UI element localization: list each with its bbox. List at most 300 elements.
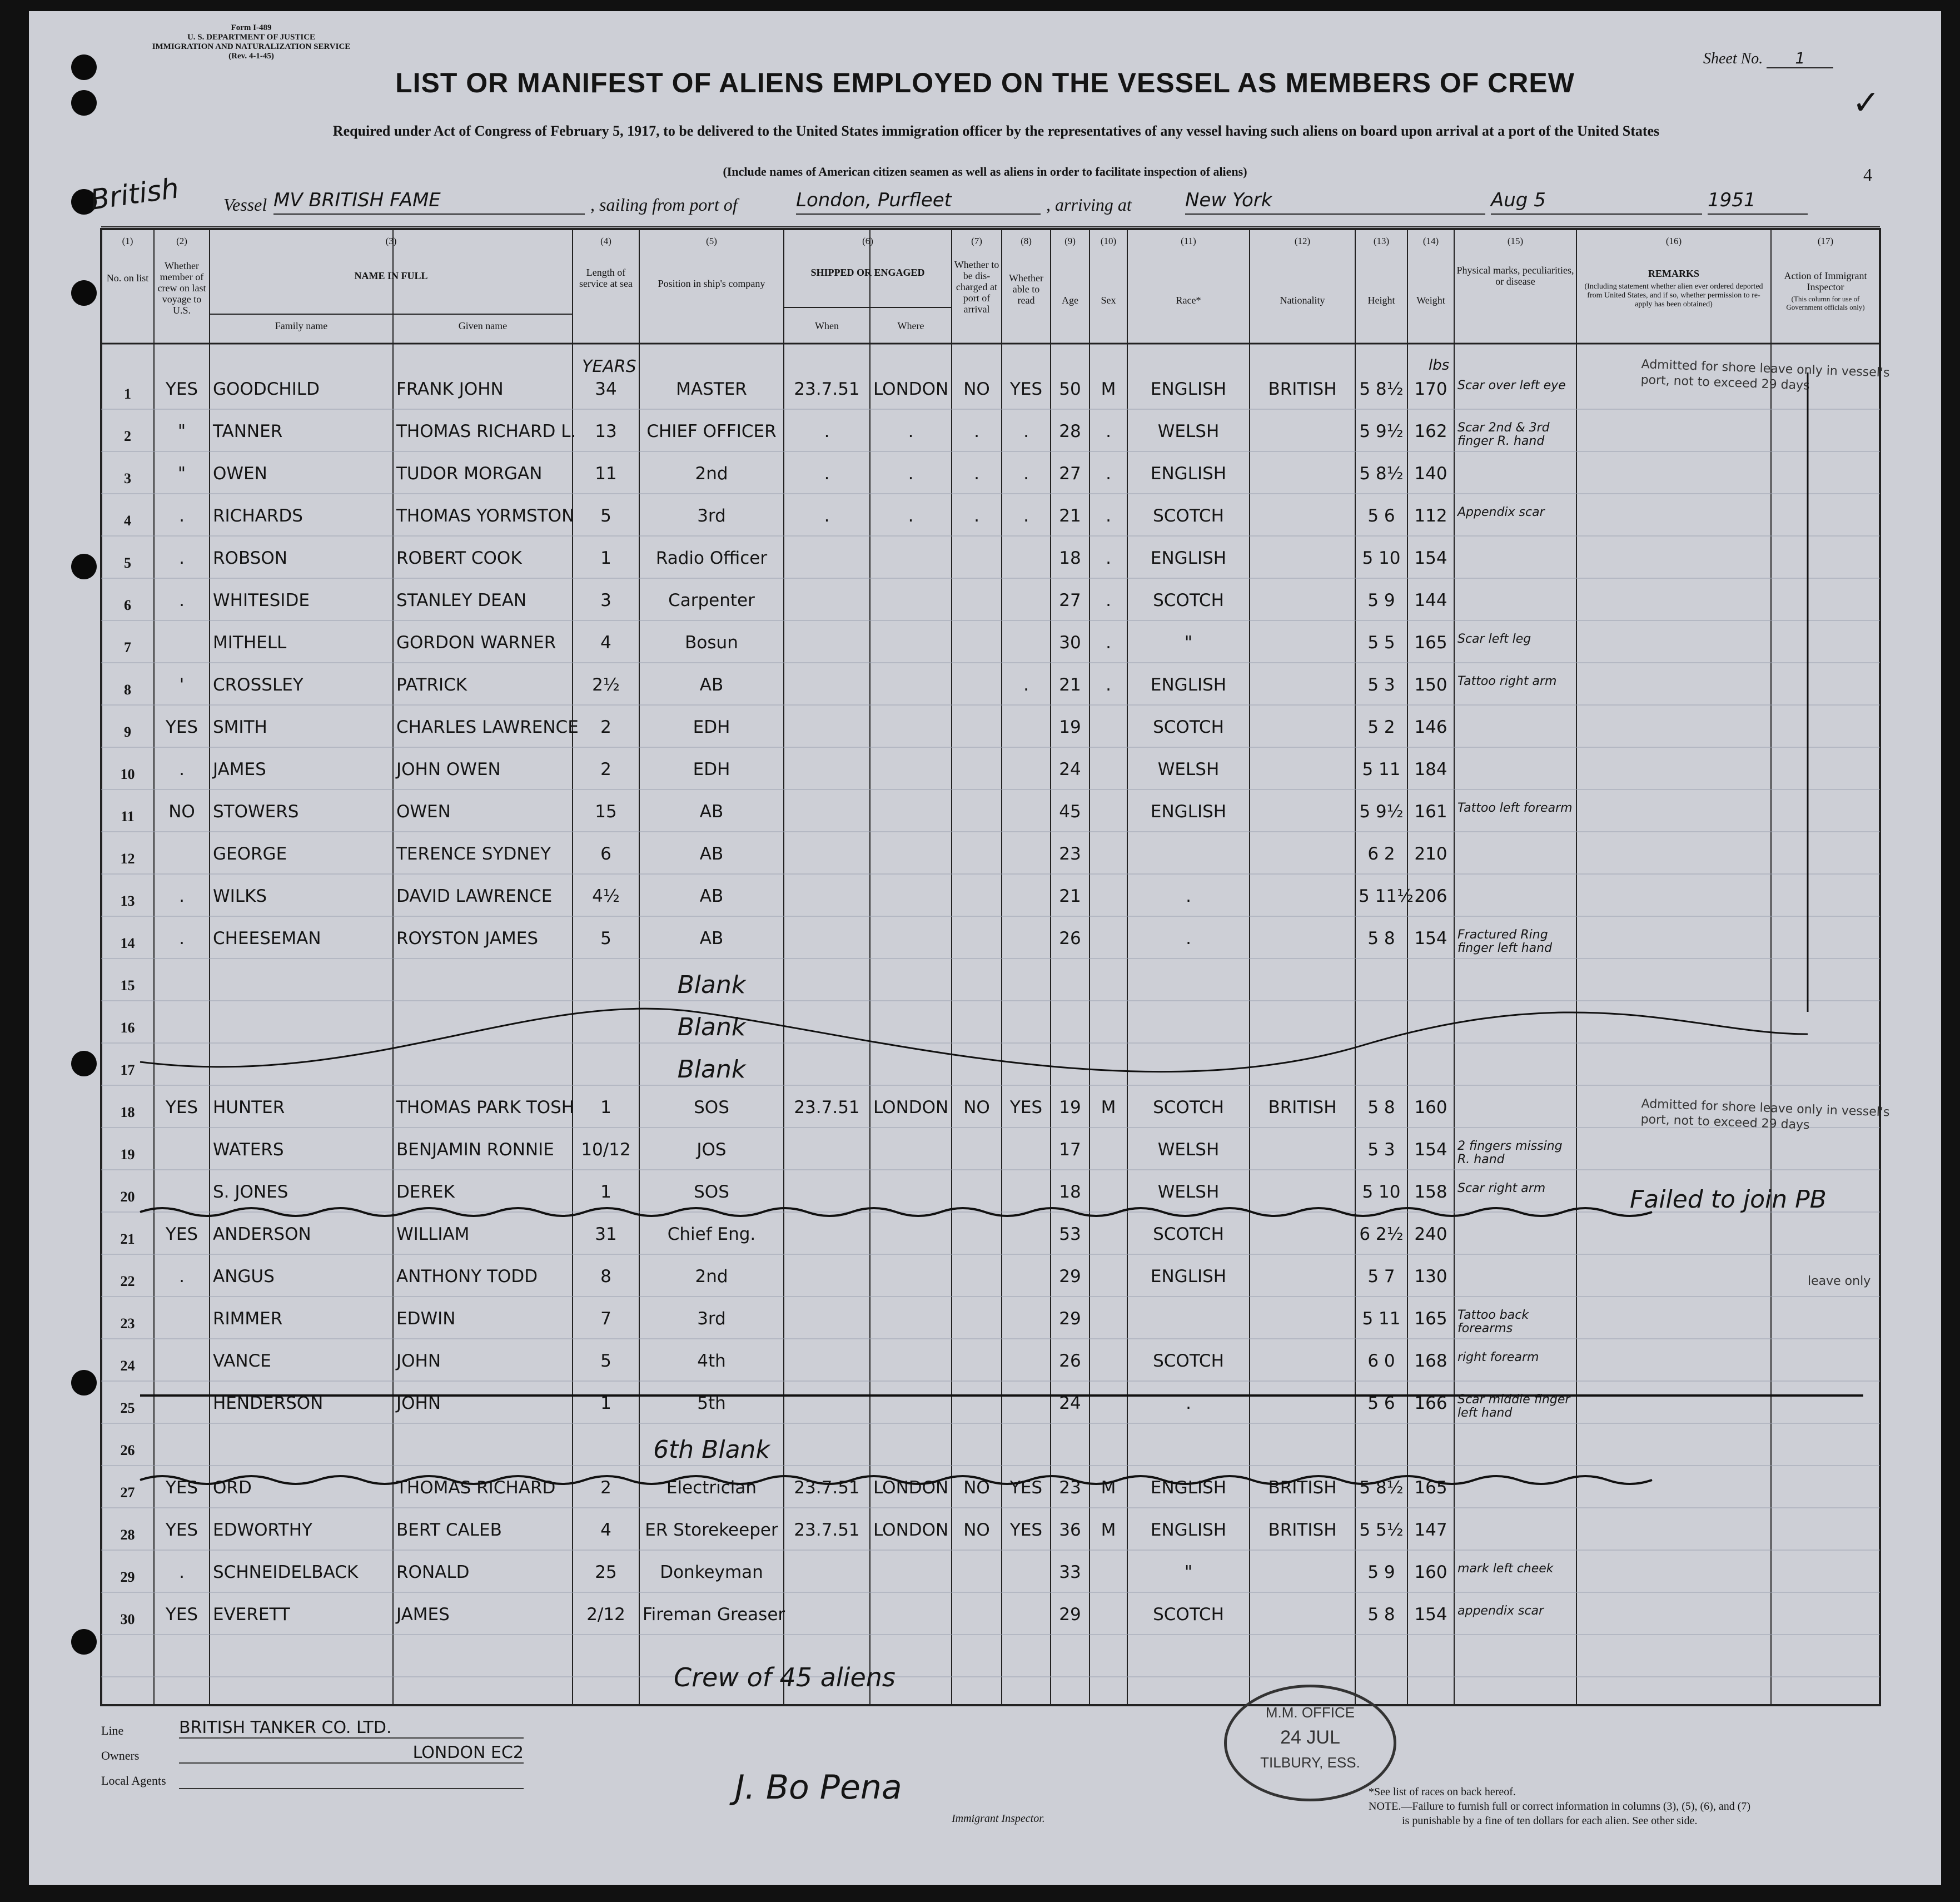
- cell-pos: 3rd: [697, 1309, 726, 1329]
- cell-svc: 8: [600, 1267, 611, 1287]
- cell-svc: 31: [595, 1224, 617, 1244]
- cell-age: 21: [1059, 886, 1081, 906]
- cell-age: 18: [1059, 548, 1081, 568]
- header-action: Action of Immigrant Inspector: [1784, 270, 1867, 292]
- header-age: Age: [1062, 295, 1078, 306]
- cell-ht: 5 8½: [1359, 464, 1404, 484]
- cell-dis: NO: [963, 379, 990, 399]
- cell-age: 18: [1059, 1182, 1081, 1202]
- header-no-on-list: No. on list: [106, 272, 149, 284]
- cell-n: 1: [124, 386, 131, 402]
- cell-n: 19: [120, 1146, 135, 1163]
- cell-last: .: [179, 1267, 185, 1287]
- cell-race: ENGLISH: [1150, 802, 1227, 822]
- cell-svc: 7: [600, 1309, 611, 1329]
- page-title: LIST OR MANIFEST OF ALIENS EMPLOYED ON THE VESSEL AS MEMBERS OF CREW: [395, 67, 1575, 98]
- owners-field: LONDON EC2: [179, 1743, 524, 1764]
- cell-age: 29: [1059, 1267, 1081, 1287]
- cell-given: WILLIAM: [396, 1224, 470, 1244]
- cell-n: 27: [120, 1484, 135, 1501]
- cell-svc: 10/12: [581, 1140, 631, 1160]
- cell-ht: 5 8½: [1359, 1478, 1404, 1498]
- office-stamp: M.M. OFFICE 24 JUL TILBURY, ESS.: [1224, 1685, 1396, 1801]
- cell-phys: Scar right arm: [1457, 1181, 1546, 1195]
- cell-age: 45: [1059, 802, 1081, 822]
- cell-pos: 5th: [697, 1393, 726, 1413]
- header-name-in-full: NAME IN FULL: [354, 270, 428, 281]
- cell-given: PATRICK: [396, 675, 467, 695]
- column-number: (6): [862, 236, 873, 246]
- cell-pos: SOS: [694, 1182, 729, 1202]
- cell-wt: 130: [1414, 1267, 1447, 1287]
- cell-race: ENGLISH: [1150, 464, 1227, 484]
- cell-wt: 166: [1414, 1393, 1447, 1413]
- cell-family: RICHARDS: [213, 506, 303, 526]
- cell-ht: 5 11: [1362, 1309, 1401, 1329]
- cell-last: YES: [165, 1605, 198, 1625]
- cell-sex: .: [1106, 633, 1111, 653]
- cell-race: ENGLISH: [1150, 548, 1227, 568]
- column-number: (12): [1294, 236, 1311, 246]
- cell-pos: 4th: [697, 1351, 726, 1371]
- cell-given: ROYSTON JAMES: [396, 928, 539, 948]
- cell-svc: 2: [600, 717, 611, 737]
- cell-wt: 146: [1414, 717, 1447, 737]
- cell-where: LONDON: [873, 1520, 949, 1540]
- cell-race: WELSH: [1157, 1140, 1220, 1160]
- column-number: (5): [706, 236, 717, 246]
- cell-read: YES: [1009, 1478, 1043, 1498]
- cell-sex: M: [1101, 1478, 1116, 1498]
- cell-ht: 5 3: [1367, 1140, 1395, 1160]
- cell-n: 15: [120, 977, 135, 994]
- cell-given: BENJAMIN RONNIE: [396, 1140, 554, 1160]
- cell-svc: 25: [595, 1562, 617, 1582]
- cell-wt: 154: [1414, 1140, 1447, 1160]
- cell-race: .: [1186, 928, 1191, 948]
- cell-n: 5: [124, 555, 131, 571]
- cell-race: SCOTCH: [1153, 590, 1224, 610]
- cell-family: RIMMER: [213, 1309, 283, 1329]
- cell-n: 25: [120, 1400, 135, 1416]
- cell-n: 16: [120, 1020, 135, 1036]
- cell-age: 24: [1059, 1393, 1081, 1413]
- cell-given: BERT CALEB: [396, 1520, 502, 1540]
- cell-svc: 3: [600, 590, 611, 610]
- cell-wt: 160: [1414, 1562, 1447, 1582]
- column-number: (4): [600, 236, 611, 246]
- remark-row-20: Failed to join PB: [1630, 1185, 1827, 1214]
- header-position: Position in ship's company: [658, 278, 765, 289]
- cell-svc: 1: [600, 1098, 611, 1118]
- cell-race: WELSH: [1157, 1182, 1220, 1202]
- cell-svc: 5: [600, 1351, 611, 1371]
- cell-where: LONDON: [873, 1478, 949, 1498]
- cell-phys: Tattoo left forearm: [1457, 801, 1573, 815]
- cell-n: 14: [120, 935, 135, 951]
- cell-n: 20: [120, 1189, 135, 1205]
- cell-last: YES: [165, 1478, 198, 1498]
- cell-family: GOODCHILD: [213, 379, 320, 399]
- cell-svc: 6: [600, 844, 611, 864]
- cell-phys: appendix scar: [1457, 1604, 1544, 1618]
- cell-phys: Appendix scar: [1457, 505, 1545, 519]
- cell-age: 29: [1059, 1605, 1081, 1625]
- cell-n: 17: [120, 1062, 135, 1078]
- header-race: Race*: [1176, 295, 1201, 306]
- cell-family: OWEN: [213, 464, 267, 484]
- cell-n: 2: [124, 428, 131, 444]
- cell-race: SCOTCH: [1153, 1224, 1224, 1244]
- cell-ht: 5 6: [1367, 506, 1395, 526]
- cell-read: .: [1023, 675, 1029, 695]
- cell-read: .: [1023, 421, 1029, 441]
- cell-given: OWEN: [396, 802, 451, 822]
- cell-when: 23.7.51: [794, 1478, 860, 1498]
- cell-when: 23.7.51: [794, 379, 860, 399]
- cell-given: JOHN: [396, 1351, 441, 1371]
- corner-page-number: 4: [1863, 165, 1872, 185]
- cell-given: TUDOR MORGAN: [396, 464, 543, 484]
- cell-phys: Scar left leg: [1457, 632, 1531, 646]
- line-field: BRITISH TANKER CO. LTD.: [179, 1718, 524, 1739]
- cell-wt: 140: [1414, 464, 1447, 484]
- cell-svc: 1: [600, 1393, 611, 1413]
- cell-age: 27: [1059, 590, 1081, 610]
- cell-family: EDWORTHY: [213, 1520, 312, 1540]
- cell-when: .: [824, 421, 830, 441]
- cell-svc: 1: [600, 1182, 611, 1202]
- cell-n: 12: [120, 851, 135, 867]
- column-number: (10): [1100, 236, 1117, 246]
- cell-sex: .: [1106, 548, 1111, 568]
- cell-race: .: [1186, 1393, 1191, 1413]
- header-weight: Weight: [1416, 295, 1445, 306]
- cell-wt: 170: [1414, 379, 1447, 399]
- cell-race: ENGLISH: [1150, 379, 1227, 399]
- cell-svc: 11: [595, 464, 617, 484]
- cell-wt: 147: [1414, 1520, 1447, 1540]
- cell-age: 30: [1059, 633, 1081, 653]
- cell-dis: NO: [963, 1098, 990, 1118]
- header-given-name: Given name: [458, 320, 508, 331]
- cell-svc: 2/12: [586, 1605, 625, 1625]
- cell-pos: JOS: [697, 1140, 727, 1160]
- cell-family: ANGUS: [213, 1267, 275, 1287]
- cell-race: SCOTCH: [1153, 506, 1224, 526]
- cell-age: 53: [1059, 1224, 1081, 1244]
- cell-given: GORDON WARNER: [396, 633, 556, 653]
- cell-last: .: [179, 506, 185, 526]
- header-height: Height: [1367, 295, 1395, 306]
- cell-pos: Radio Officer: [655, 548, 768, 568]
- cell-where: LONDON: [873, 1098, 949, 1118]
- cell-family: S. JONES: [213, 1182, 288, 1202]
- cell-last: .: [179, 886, 185, 906]
- cell-read: .: [1023, 464, 1029, 484]
- cell-given: JOHN OWEN: [396, 759, 501, 779]
- cell-last: ': [179, 675, 185, 695]
- cell-last: YES: [165, 1098, 198, 1118]
- cell-pos: EDH: [693, 717, 730, 737]
- cell-age: 26: [1059, 1351, 1081, 1371]
- cell-wt: 165: [1414, 633, 1447, 653]
- cell-wt: 165: [1414, 1478, 1447, 1498]
- cell-n: 7: [124, 639, 131, 655]
- vessel-name-field: MV BRITISH FAME: [273, 189, 585, 215]
- cell-family: JAMES: [213, 759, 266, 779]
- column-number: (15): [1507, 236, 1524, 246]
- cell-ht: 5 7: [1367, 1267, 1395, 1287]
- cell-pos: AB: [699, 886, 724, 906]
- crew-total: Crew of 45 aliens: [674, 1662, 896, 1692]
- column-number: (8): [1021, 236, 1032, 246]
- cell-family: HENDERSON: [213, 1393, 324, 1413]
- cell-race: ENGLISH: [1150, 675, 1227, 695]
- cell-age: 23: [1059, 844, 1081, 864]
- cell-dis: NO: [963, 1520, 990, 1540]
- cell-svc: 4: [600, 633, 611, 653]
- local-agents-label: Local Agents: [101, 1774, 166, 1787]
- cell-last: YES: [165, 379, 198, 399]
- cell-wt: 154: [1414, 548, 1447, 568]
- cell-pos: Bosun: [685, 633, 738, 653]
- cell-sex: .: [1106, 675, 1111, 695]
- cell-svc: 2½: [592, 675, 620, 695]
- cell-race: SCOTCH: [1153, 1098, 1224, 1118]
- cell-family: WHITESIDE: [213, 590, 310, 610]
- cell-ht: 6 2½: [1359, 1224, 1404, 1244]
- margin-note: British: [88, 172, 181, 216]
- column-number: (2): [176, 236, 187, 246]
- cell-read: YES: [1009, 1520, 1043, 1540]
- header-remarks: REMARKS: [1648, 268, 1699, 279]
- cell-wt: 154: [1414, 1605, 1447, 1625]
- cell-race: ENGLISH: [1150, 1267, 1227, 1287]
- cell-n: 21: [120, 1231, 135, 1247]
- cell-wt: 240: [1414, 1224, 1447, 1244]
- cell-sex: M: [1101, 1098, 1116, 1118]
- cell-ht: 5 8½: [1359, 379, 1404, 399]
- cell-svc: 4: [600, 1520, 611, 1540]
- cell-when: .: [824, 506, 830, 526]
- column-number: (1): [122, 236, 133, 246]
- cell-race: ": [1184, 1562, 1193, 1582]
- cell-wt: 210: [1414, 844, 1447, 864]
- line-label: Line: [101, 1724, 124, 1737]
- header-able-read: Whether able to read: [1009, 272, 1043, 306]
- cell-ht: 5 9½: [1359, 802, 1404, 822]
- cell-ht: 5 8: [1367, 928, 1395, 948]
- cell-age: 19: [1059, 717, 1081, 737]
- cell-age: 17: [1059, 1140, 1081, 1160]
- column-number: (11): [1181, 236, 1196, 246]
- header-sex: Sex: [1101, 295, 1116, 306]
- cell-n: 3: [124, 470, 131, 486]
- cell-pos: 3rd: [697, 506, 726, 526]
- cell-n: 29: [120, 1569, 135, 1585]
- cell-ht: 5 5: [1367, 633, 1395, 653]
- cell-last: .: [179, 928, 185, 948]
- cell-nat: BRITISH: [1268, 1478, 1337, 1498]
- owners-label: Owners: [101, 1749, 140, 1762]
- header-family-name: Family name: [275, 320, 328, 331]
- cell-last: YES: [165, 1224, 198, 1244]
- cell-pos: MASTER: [676, 379, 747, 399]
- vessel-label: Vessel: [223, 195, 267, 215]
- cell-n: 18: [120, 1104, 135, 1120]
- cell-sex: .: [1106, 421, 1111, 441]
- cell-ht: 5 11: [1362, 759, 1401, 779]
- cell-wt: 206: [1414, 886, 1447, 906]
- cell-sex: .: [1106, 590, 1111, 610]
- cell-family: WILKS: [213, 886, 267, 906]
- cell-family: STOWERS: [213, 802, 299, 822]
- cell-pos: ER Storekeeper: [645, 1520, 778, 1540]
- cell-given: RONALD: [396, 1562, 470, 1582]
- cell-where: .: [908, 464, 914, 484]
- cell-last: .: [179, 759, 185, 779]
- cell-phys: Scar 2nd & 3rd finger R. hand: [1457, 421, 1550, 448]
- cell-svc: 1: [600, 548, 611, 568]
- cell-given: THOMAS YORMSTON: [396, 506, 575, 526]
- cell-last: YES: [165, 1520, 198, 1540]
- cell-given: STANLEY DEAN: [396, 590, 527, 610]
- remark-row-18: Admitted for shore leave only in vessel's port, not to exceed 29 days: [1640, 1096, 1890, 1133]
- cell-svc: 34: [595, 379, 617, 399]
- cell-wt: 144: [1414, 590, 1447, 610]
- check-mark: ✓: [1852, 83, 1881, 122]
- cell-n: 28: [120, 1527, 135, 1543]
- cell-family: ANDERSON: [213, 1224, 311, 1244]
- header-remarks-sub: (Including statement whether alien ever ordered deported from United States, and if so, whether permission to re-apply has been obtained): [1584, 282, 1763, 309]
- cell-phys: Scar over left eye: [1457, 379, 1566, 393]
- cell-given: THOMAS RICHARD: [396, 1478, 556, 1498]
- cell-family: VANCE: [213, 1351, 271, 1371]
- cell-pos: Electrician: [666, 1478, 757, 1498]
- inspector-signature: J. Bo Pena: [735, 1768, 902, 1807]
- cell-read: YES: [1009, 1098, 1043, 1118]
- cell-pos: Fireman Greaser: [643, 1605, 785, 1625]
- cell-given: FRANK JOHN: [396, 379, 504, 399]
- cell-ht: 6 0: [1367, 1351, 1395, 1371]
- arrival-year-field: 1951: [1708, 189, 1808, 215]
- cell-ht: 5 8: [1367, 1605, 1395, 1625]
- cell-when: .: [824, 464, 830, 484]
- cell-phys: 2 fingers missing R. hand: [1457, 1139, 1563, 1166]
- cell-family: SMITH: [213, 717, 267, 737]
- cell-ht: 5 3: [1367, 675, 1395, 695]
- column-number: (3): [385, 236, 397, 246]
- cell-pos: 6th Blank: [653, 1436, 770, 1464]
- cell-ht: 5 8: [1367, 1098, 1395, 1118]
- cell-where: LONDON: [873, 379, 949, 399]
- cell-wt: 161: [1414, 802, 1447, 822]
- column-number: (17): [1817, 236, 1834, 246]
- cell-given: ROBERT COOK: [396, 548, 522, 568]
- inspector-label: Immigrant Inspector.: [952, 1812, 1045, 1825]
- cell-svc: 13: [595, 421, 617, 441]
- cell-ht: 5 9: [1367, 590, 1395, 610]
- cell-pos: Blank: [677, 971, 746, 999]
- cell-dis: .: [974, 506, 979, 526]
- arriving-label: , arriving at: [1046, 195, 1132, 215]
- cell-ht: 6 2: [1367, 844, 1395, 864]
- header-where: Where: [897, 320, 924, 331]
- cell-family: CHEESEMAN: [213, 928, 321, 948]
- remark-row-1: Admitted for shore leave only in vessel's port, not to exceed 29 days: [1640, 357, 1890, 393]
- cell-age: 50: [1059, 379, 1081, 399]
- cell-last: ": [177, 421, 186, 441]
- cell-dis: .: [974, 421, 979, 441]
- cell-race: ENGLISH: [1150, 1478, 1227, 1498]
- cell-pos: CHIEF OFFICER: [646, 421, 777, 441]
- cell-ht: 5 9½: [1359, 421, 1404, 441]
- cell-race: ": [1184, 633, 1193, 653]
- cell-n: 30: [120, 1611, 135, 1627]
- cell-n: 13: [120, 893, 135, 909]
- column-number: (9): [1064, 236, 1076, 246]
- departure-port-field: London, Purfleet: [796, 189, 1041, 215]
- cell-race: ENGLISH: [1150, 1520, 1227, 1540]
- cell-given: EDWIN: [396, 1309, 456, 1329]
- cell-nat: BRITISH: [1268, 1098, 1337, 1118]
- cell-pos: SOS: [694, 1098, 729, 1118]
- cell-wt: 154: [1414, 928, 1447, 948]
- strike-lines: [29, 11, 1941, 1885]
- column-number: (7): [971, 236, 982, 246]
- cell-given: DEREK: [396, 1182, 455, 1202]
- cell-phys: mark left cheek: [1457, 1562, 1554, 1576]
- cell-svc: 4½: [592, 886, 620, 906]
- cell-last: NO: [168, 802, 195, 822]
- cell-sex: M: [1101, 1520, 1116, 1540]
- cell-phys: Fractured Ring finger left hand: [1457, 928, 1553, 955]
- cell-age: 21: [1059, 675, 1081, 695]
- cell-nat: BRITISH: [1268, 379, 1337, 399]
- cell-wt: 112: [1414, 506, 1447, 526]
- cell-age: 36: [1059, 1520, 1081, 1540]
- cell-n: 4: [124, 513, 131, 529]
- cell-pos: Donkeyman: [660, 1562, 763, 1582]
- cell-family: GEORGE: [213, 844, 287, 864]
- cell-sex: .: [1106, 464, 1111, 484]
- cell-given: ANTHONY TODD: [396, 1267, 538, 1287]
- cell-n: 11: [121, 808, 135, 825]
- cell-n: 6: [124, 597, 131, 613]
- header-when: When: [815, 320, 839, 331]
- cell-last: YES: [165, 717, 198, 737]
- cell-race: .: [1186, 886, 1191, 906]
- cell-svc: 2: [600, 759, 611, 779]
- cell-sex: .: [1106, 506, 1111, 526]
- cell-where: .: [908, 506, 914, 526]
- cell-pos: EDH: [693, 759, 730, 779]
- cell-age: 21: [1059, 506, 1081, 526]
- cell-given: DAVID LAWRENCE: [396, 886, 553, 906]
- cell-last: .: [179, 1562, 185, 1582]
- column-number: (13): [1373, 236, 1390, 246]
- cell-last: .: [179, 548, 185, 568]
- cell-nat: BRITISH: [1268, 1520, 1337, 1540]
- cell-svc: 5: [600, 506, 611, 526]
- cell-age: 19: [1059, 1098, 1081, 1118]
- cell-pos: Chief Eng.: [667, 1224, 756, 1244]
- cell-race: WELSH: [1157, 759, 1220, 779]
- sheet-number: Sheet No. 1: [1703, 49, 1833, 68]
- lbs-label: lbs: [1429, 357, 1450, 374]
- column-number: (16): [1665, 236, 1682, 246]
